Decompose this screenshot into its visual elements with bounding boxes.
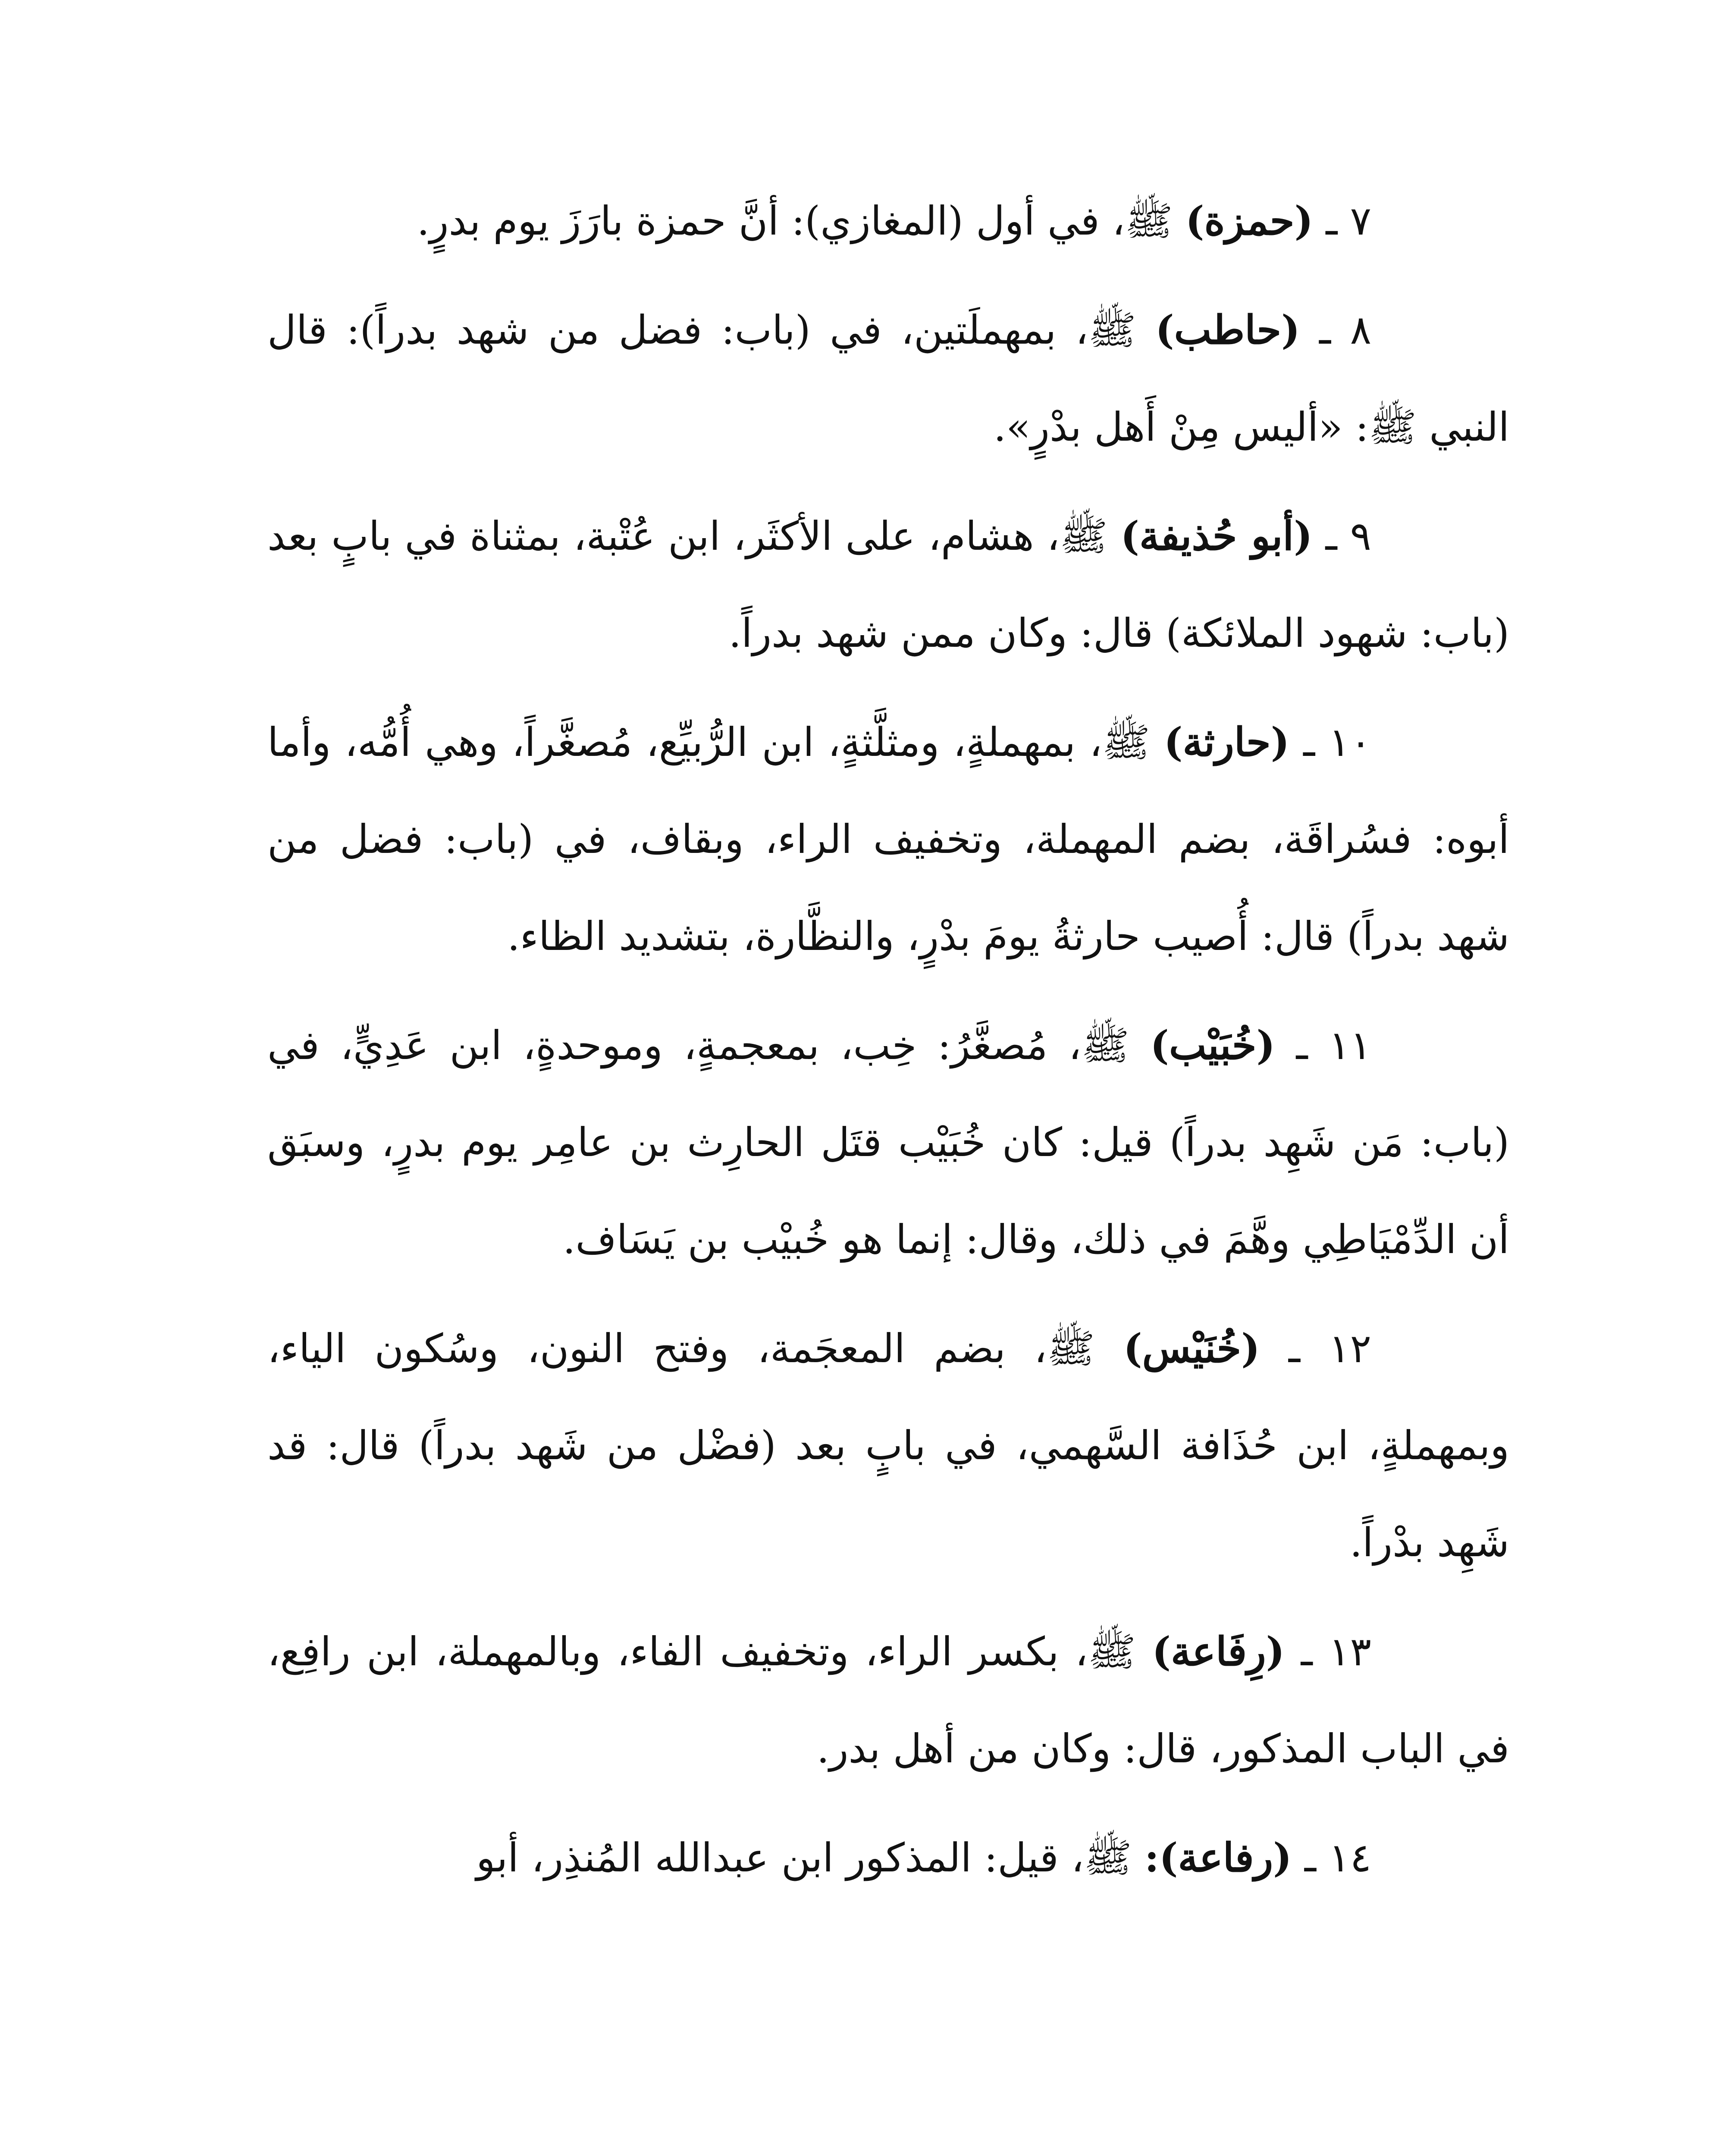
honorific: ﷺ [1047,1326,1095,1372]
entry-14 [267,1809,1509,1906]
entry-name: (رفاعة): [1145,1834,1292,1881]
entry-number: ٧ ـ [1326,198,1371,244]
entry-text: ، قيل: المذكور ابن عبدالله المُنذِر، أبو [476,1835,1084,1881]
entry-12 [267,1300,1509,1591]
honorific: ﷺ [1088,307,1136,353]
entry-number: ١٣ ـ [1301,1629,1371,1675]
entry-text: ، بكسر الراء، وتخفيف الفاء، وبالمهملة، ابن رافِع، في الباب المذكور، قال: وكان من أهل بدر. [267,1629,1509,1772]
entry-9 [267,488,1509,682]
honorific: ﷺ [1084,1835,1132,1881]
entry-text: ، في أول (المغازي): أنَّ حمزة بارَزَ يوم بدرٍ. [417,198,1125,244]
honorific: ﷺ [1060,513,1108,559]
entry-text: ، هشام، على الأكثَر، ابن عُتْبة، بمثناة في بابٍ بعد (باب: شهود الملائكة) قال: وكان ممن شهد بدراً. [267,513,1509,656]
entry-number: ٩ ـ [1325,513,1372,559]
entry-name: (خُبَيْب) [1150,1022,1276,1069]
entry-text: ، مُصغَّرُ: خِب، بمعجمةٍ، وموحدةٍ، ابن عَدِيٍّ، في (باب: مَن شَهِد بدراً) قيل: كان خُبَيْب قتَل الحارِث بن عامِر يوم بدرٍ، وسبَق أن الدِّمْيَاطِي وهَّمَ في ذلك، وقال: إنما هو خُبيْب بن يَسَاف. [267,1022,1509,1263]
entry-name: (خُنَيْس) [1123,1325,1260,1372]
entry-8 [267,282,1509,476]
entry-text: ، بضم المعجَمة، وفتح النون، وسُكون الياء، وبمهملةٍ، ابن حُذَافة السَّهمي، في بابٍ بعد (فضْل من شَهد بدراً) قال: قد شَهِد بدْراً. [267,1326,1509,1566]
document-body [267,172,1509,1918]
entry-10 [267,694,1509,985]
honorific: ﷺ [1081,1022,1129,1069]
entry-text: ، بمهملَتين، في (باب: فضل من شهد بدراً): قال النبي ﷺ: «أليس مِنْ أَهل بدْرٍ». [267,307,1509,450]
honorific: ﷺ [1102,719,1150,765]
entry-number: ١١ ـ [1296,1022,1372,1069]
entry-name: (حارثة) [1163,719,1290,765]
entry-text: ، بمهملةٍ، ومثلَّثةٍ، ابن الرُّبيِّع، مُصغَّراً، وهي أُمُّه، وأما أبوه: فسُراقَة، بضم المهملة، وتخفيف الراء، وبقاف، في (باب: فضل من شهد بدراً) قال: أُصيب حارثةُ يومَ بدْرٍ، والنظَّارة، بتشديد الظاء. [267,719,1509,959]
entry-name: (أبو حُذيفة) [1120,513,1313,559]
entry-11 [267,997,1509,1288]
entry-7 [267,172,1509,270]
entry-number: ١٢ ـ [1289,1326,1371,1372]
entry-name: (حمزة) [1185,197,1314,244]
entry-13 [267,1603,1509,1797]
entry-number: ١٠ ـ [1303,719,1371,765]
entry-number: ٨ ـ [1319,307,1372,353]
entry-name: (حاطب) [1155,307,1300,353]
honorific: ﷺ [1088,1629,1136,1675]
entry-name: (رِفَاعة) [1152,1628,1285,1675]
entry-number: ١٤ ـ [1304,1835,1371,1881]
honorific: ﷺ [1125,198,1173,244]
